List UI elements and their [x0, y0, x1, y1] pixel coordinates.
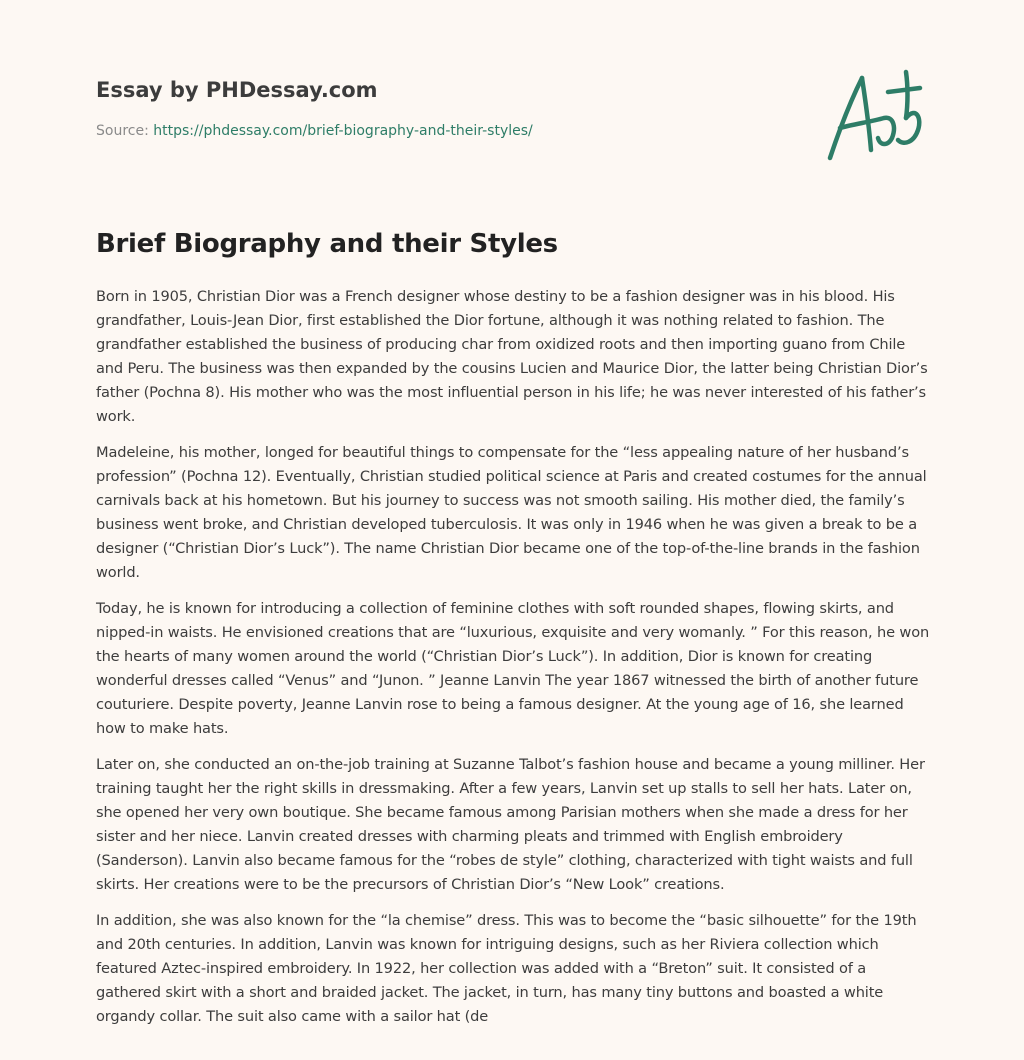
- document-header: [96, 72, 796, 142]
- a-plus-logo-icon: [822, 66, 928, 166]
- source-line: [96, 120, 796, 142]
- essay-paragraph: In addition, she was also known for the “la chemise” dress. This was to become the “basic silhouette” for the 19th and 20th centuries. In addition, Lanvin was known for intriguing designs, such as her Riviera collection which featured Aztec-inspired embroidery. In 1922, her collection was added with a “Breton” suit. It consisted of a gathered skirt with a short and braided jacket. The jacket, in turn, has many tiny buttons and boasted a white organdy collar. The suit also came with a sailor hat (de: [96, 912, 917, 1025]
- source-link[interactable]: https://phdessay.com/brief-biography-and-their-styles/: [153, 123, 533, 139]
- essay-paragraph: Born in 1905, Christian Dior was a French designer whose destiny to be a fashion designer was in his blood. His grandfather, Louis-Jean Dior, first established the Dior fortune, although it was nothing related to fashion. The grandfather established the business of producing char from oxidized roots and then importing guano from Chile and Peru. The business was then expanded by the cousins Lucien and Maurice Dior, the latter being Christian Dior’s father (Pochna 8). His mother who was the most influential person in his life; he was never interested of his father’s work.: [96, 288, 928, 425]
- essay-paragraph: Madeleine, his mother, longed for beautiful things to compensate for the “less appealing nature of her husband’s profession” (Pochna 12). Eventually, Christian studied political science at Paris and created costumes for the annual carnivals back at his hometown. But his journey to success was not smooth sailing. His mother died, the family’s business went broke, and Christian developed tuberculosis. It was only in 1946 when he was given a break to be a designer (“Christian Dior’s Luck”). The name Christian Dior became one of the top-of-the-line brands in the fashion world.: [96, 444, 927, 581]
- site-title: Essay by PHDessay.com: [96, 78, 378, 102]
- essay-title: Brief Biography and their Styles: [96, 229, 558, 259]
- essay-paragraph: Later on, she conducted an on-the-job training at Suzanne Talbot’s fashion house and became a young milliner. Her training taught her the right skills in dressmaking. After a few years, Lanvin set up stalls to sell her hats. Later on, she opened her very own boutique. She became famous among Parisian mothers when she made a dress for her sister and her niece. Lanvin created dresses with charming pleats and trimmed with English embroidery (Sanderson). Lanvin also became famous for the “robes de style” clothing, characterized with tight waists and full skirts. Her creations were to be the precursors of Christian Dior’s “New Look” creations.: [96, 756, 925, 893]
- essay-body: [96, 285, 932, 1041]
- source-label: Source:: [96, 123, 149, 139]
- essay-paragraph: Today, he is known for introducing a collection of feminine clothes with soft rounded shapes, flowing skirts, and nipped-in waists. He envisioned creations that are “luxurious, exquisite and very womanly. ” For this reason, he won the hearts of many women around the world (“Christian Dior’s Luck”). In addition, Dior is known for creating wonderful dresses called “Venus” and “Junon. ” Jeanne Lanvin The year 1867 witnessed the birth of another future couturiere. Despite poverty, Jeanne Lanvin rose to being a famous designer. At the young age of 16, she learned how to make hats.: [96, 600, 930, 737]
